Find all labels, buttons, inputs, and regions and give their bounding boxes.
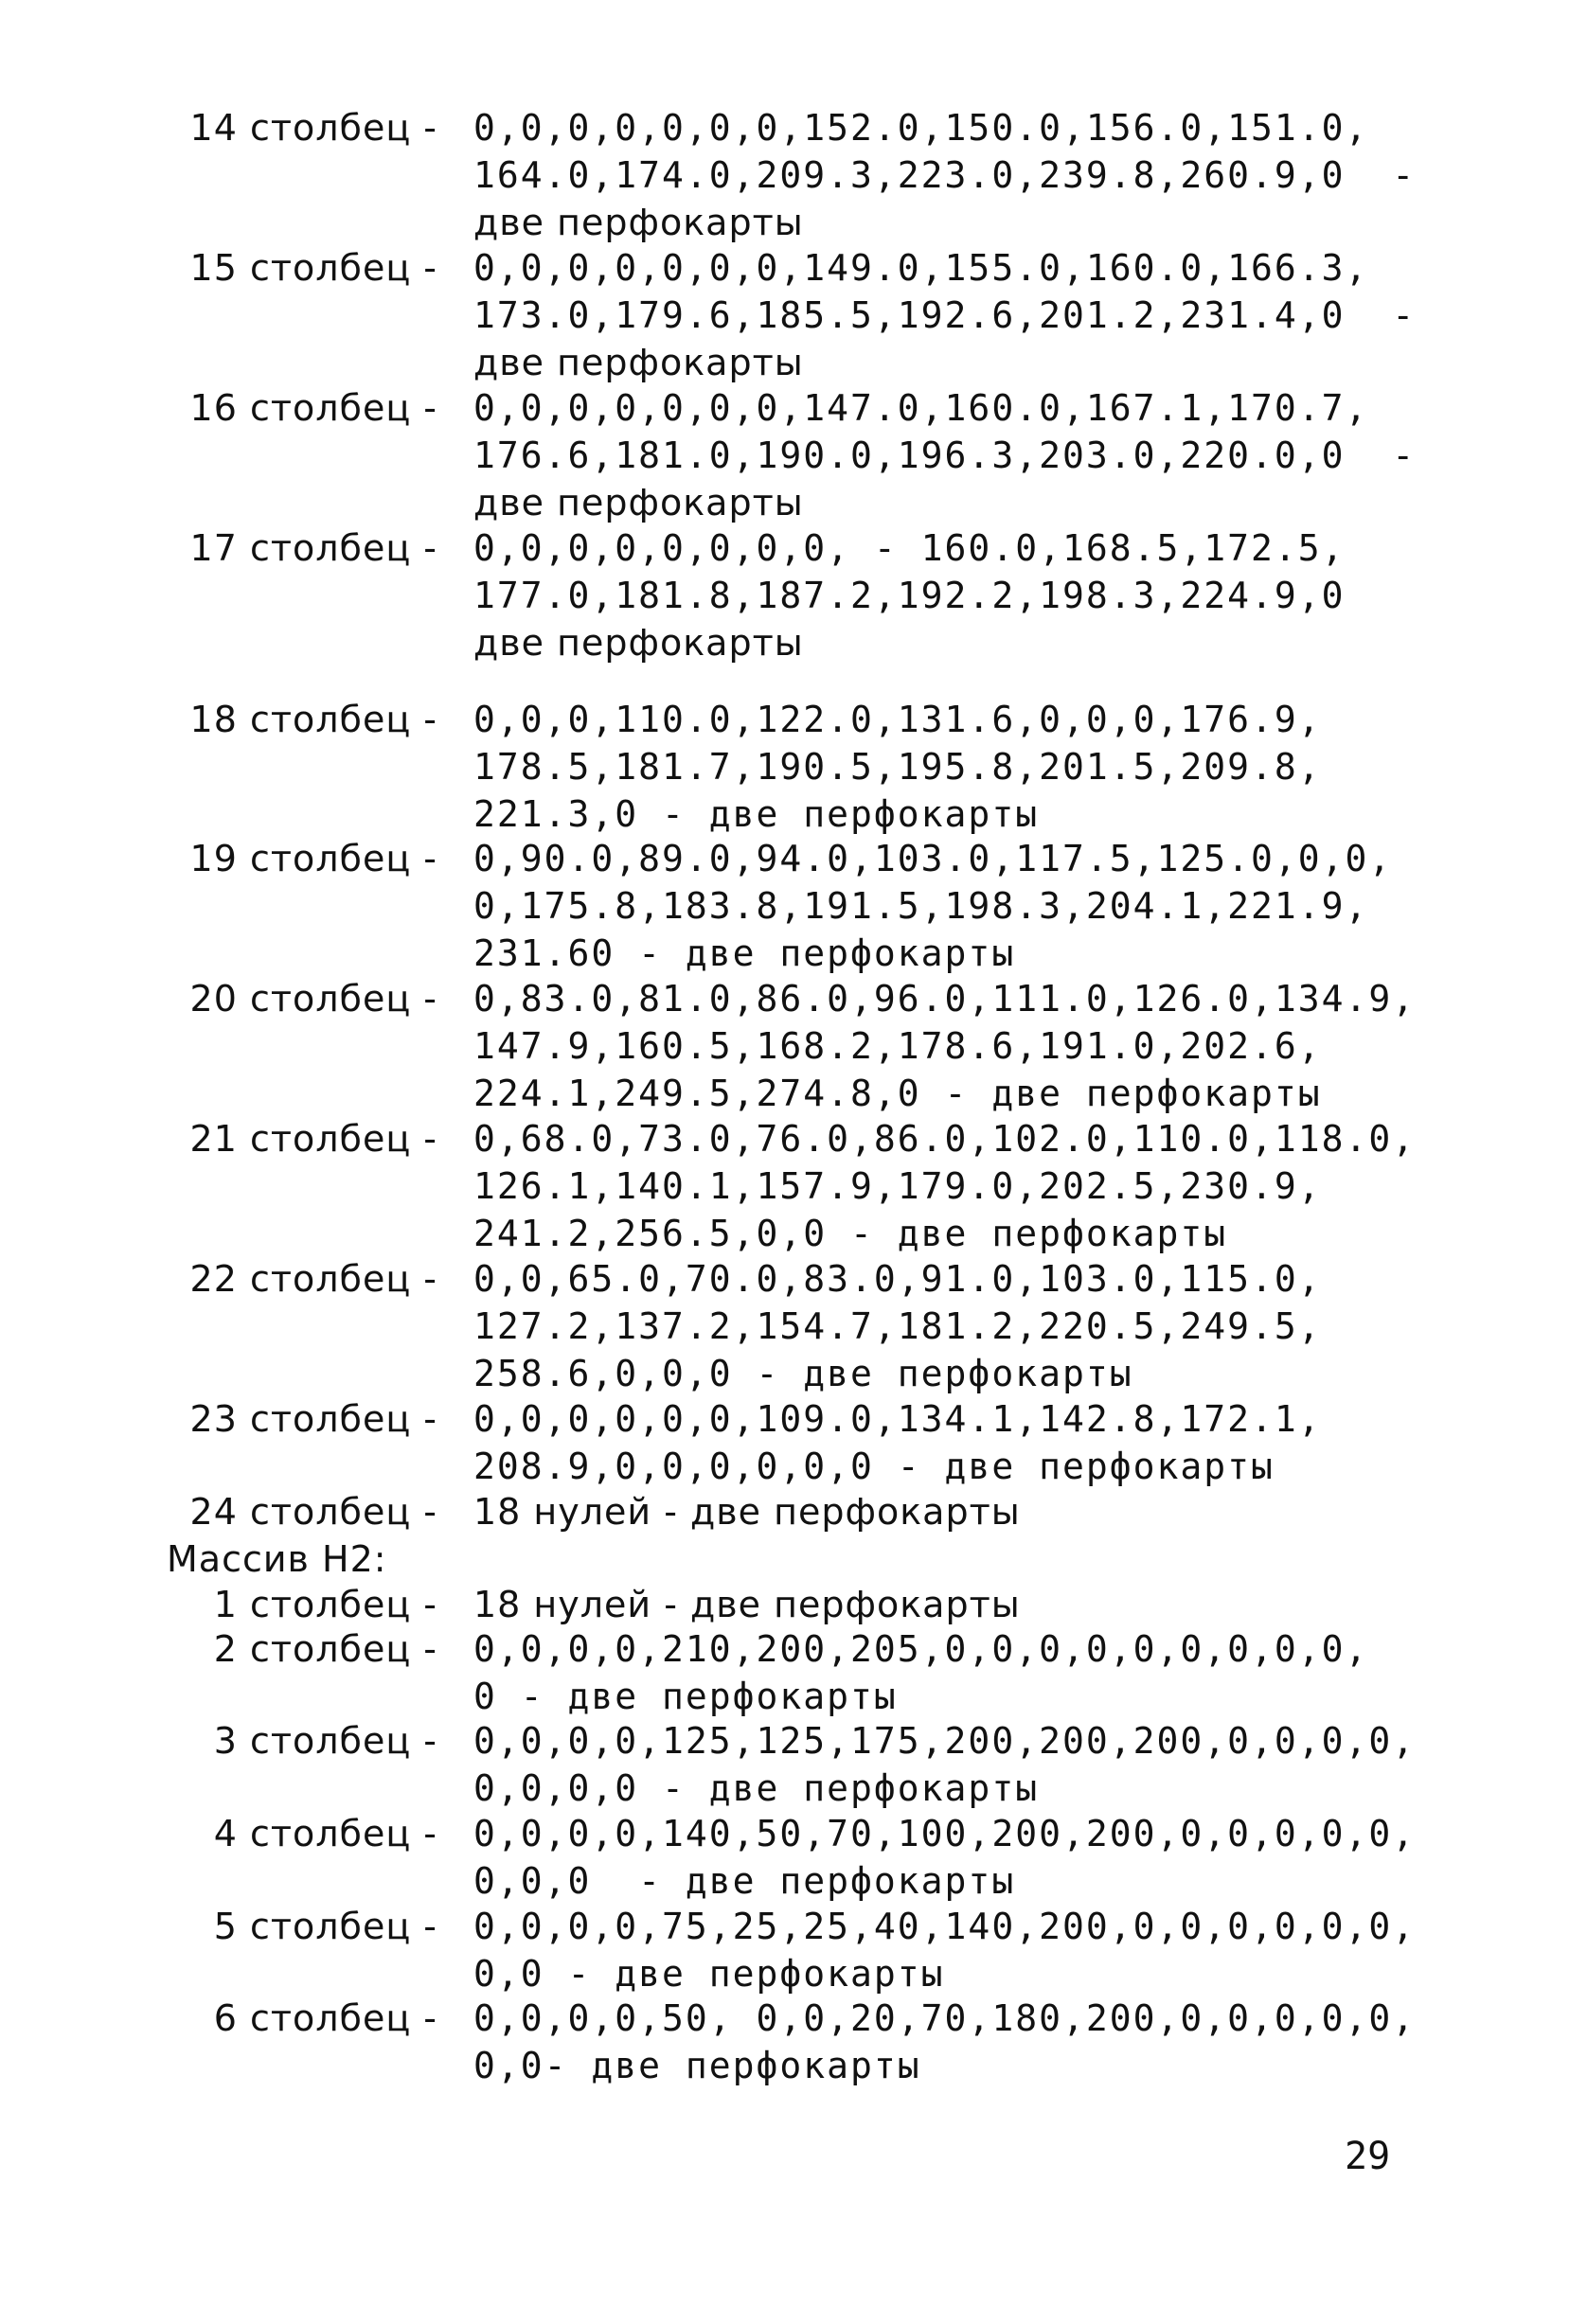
column-values (473, 975, 1420, 1117)
value-line: 0,0,0,0,50, 0,0,20,70,180,200,0,0,0,0,0, (473, 1997, 1417, 2039)
column-label: 18 столбец - (189, 699, 437, 740)
column-values (473, 1581, 1420, 1628)
value-line: 0,0 - две перфокарты (473, 1953, 945, 1995)
value-line: две перфокарты (473, 342, 804, 383)
column-values (473, 1115, 1420, 1257)
column-values (473, 1625, 1420, 1720)
value-line: 0,68.0,73.0,76.0,86.0,102.0,110.0,118.0, (473, 1118, 1417, 1160)
value-line: 0,0- две перфокарты (473, 2045, 921, 2086)
value-line: 0,0,0,0 - две перфокарты (473, 1767, 1040, 1809)
column-values (473, 696, 1420, 838)
column-label: 4 столбец - (213, 1813, 437, 1854)
column-label: 6 столбец - (213, 1997, 437, 2039)
column-label: 22 столбец - (189, 1258, 437, 1300)
value-line: 173.0,179.6,185.5,192.6,201.2,231.4,0 - (473, 294, 1417, 336)
value-line: две перфокарты (473, 482, 804, 523)
value-line: 0,0,0,110.0,122.0,131.6,0,0,0,176.9, (473, 699, 1322, 740)
column-label: 2 столбец - (213, 1628, 437, 1670)
value-line: 164.0,174.0,209.3,223.0,239.8,260.9,0 - (473, 154, 1417, 196)
value-line: 177.0,181.8,187.2,192.2,198.3,224.9,0 (473, 575, 1346, 616)
array-label: Массив Н2: (167, 1538, 387, 1580)
value-line: 178.5,181.7,190.5,195.8,201.5,209.8, (473, 746, 1322, 788)
value-line: 176.6,181.0,190.0,196.3,203.0,220.0,0 - (473, 435, 1417, 476)
column-label: 20 столбец - (189, 978, 437, 1020)
value-line: 0,0,0,0,0,0,109.0,134.1,142.8,172.1, (473, 1398, 1322, 1440)
value-line: 0,175.8,183.8,191.5,198.3,204.1,221.9, (473, 885, 1369, 927)
value-line: 0,0,0,0,140,50,70,100,200,200,0,0,0,0,0, (473, 1813, 1417, 1854)
value-line: 241.2,256.5,0,0 - две перфокарты (473, 1213, 1228, 1254)
value-line: 258.6,0,0,0 - две перфокарты (473, 1353, 1133, 1394)
column-label: 17 столбец - (189, 527, 437, 569)
column-values (473, 1395, 1420, 1490)
column-values (473, 104, 1420, 246)
column-label: 21 столбец - (189, 1118, 437, 1160)
value-line: 208.9,0,0,0,0,0,0 - две перфокарты (473, 1446, 1275, 1487)
value-line: 224.1,249.5,274.8,0 - две перфокарты (473, 1073, 1322, 1114)
column-values (473, 1810, 1420, 1905)
column-label: 23 столбец - (189, 1398, 437, 1440)
value-line: две перфокарты (473, 622, 804, 664)
value-line: 0,0,0,0,0,0,0,0, - 160.0,168.5,172.5, (473, 527, 1346, 569)
value-line: 0,0,65.0,70.0,83.0,91.0,103.0,115.0, (473, 1258, 1322, 1300)
column-label: 14 столбец - (189, 107, 437, 149)
value-line: 231.60 - две перфокарты (473, 932, 1016, 974)
value-line: 0,0,0,0,210,200,205,0,0,0,0,0,0,0,0,0, (473, 1628, 1369, 1670)
column-label: 16 столбец - (189, 387, 437, 429)
value-line: 18 нулей - две перфокарты (473, 1491, 1021, 1533)
value-line: 0,0,0,0,0,0,0,149.0,155.0,160.0,166.3, (473, 247, 1369, 289)
column-label: 5 столбец - (213, 1906, 437, 1947)
page-number: 29 (1345, 2135, 1391, 2178)
column-values (473, 835, 1420, 977)
column-values (473, 1903, 1420, 1997)
column-values (473, 384, 1420, 526)
column-values (473, 1488, 1420, 1535)
column-label: 24 столбец - (189, 1491, 437, 1533)
column-label: 3 столбец - (213, 1720, 437, 1762)
value-line: 147.9,160.5,168.2,178.6,191.0,202.6, (473, 1025, 1322, 1067)
value-line: 0,83.0,81.0,86.0,96.0,111.0,126.0,134.9, (473, 978, 1417, 1020)
column-values (473, 244, 1420, 386)
value-line: 0,0,0,0,125,125,175,200,200,200,0,0,0,0, (473, 1720, 1417, 1762)
column-label: 15 столбец - (189, 247, 437, 289)
value-line: 221.3,0 - две перфокарты (473, 793, 1040, 835)
value-line: 0,0,0,0,0,0,0,147.0,160.0,167.1,170.7, (473, 387, 1369, 429)
column-label: 1 столбец - (213, 1584, 437, 1625)
value-line: 127.2,137.2,154.7,181.2,220.5,249.5, (473, 1305, 1322, 1347)
value-line: 126.1,140.1,157.9,179.0,202.5,230.9, (473, 1165, 1322, 1207)
column-values (473, 1995, 1420, 2089)
column-label: 19 столбец - (189, 838, 437, 879)
value-line: 0,0,0,0,75,25,25,40,140,200,0,0,0,0,0,0, (473, 1906, 1417, 1947)
column-values (473, 524, 1420, 666)
value-line: две перфокарты (473, 202, 804, 243)
column-values (473, 1255, 1420, 1397)
column-values (473, 1717, 1420, 1812)
value-line: 0,0,0 - две перфокарты (473, 1860, 1016, 1902)
value-line: 0 - две перфокарты (473, 1676, 898, 1717)
value-line: 18 нулей - две перфокарты (473, 1584, 1021, 1625)
value-line: 0,0,0,0,0,0,0,152.0,150.0,156.0,151.0, (473, 107, 1369, 149)
value-line: 0,90.0,89.0,94.0,103.0,117.5,125.0,0,0, (473, 838, 1393, 879)
